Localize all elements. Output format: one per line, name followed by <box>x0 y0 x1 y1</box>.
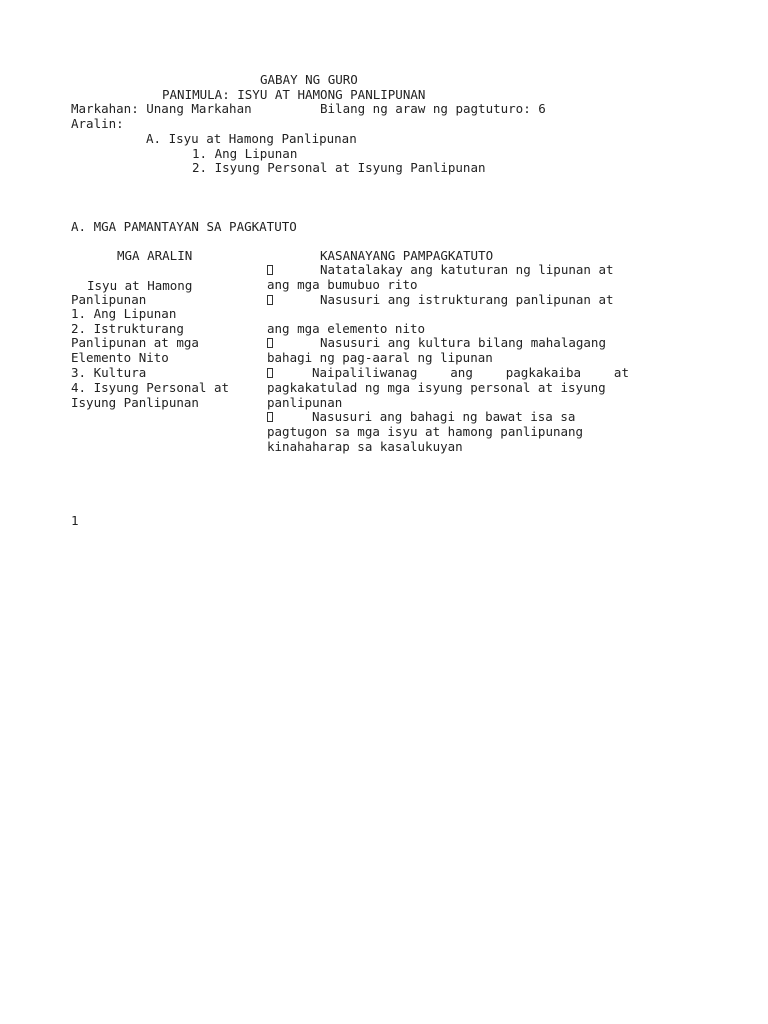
competency-4-word-1: Naipaliliwanag <box>312 365 418 380</box>
aralin-item-a: A. Isyu at Hamong Panlipunan <box>146 131 357 146</box>
bullet-icon <box>267 265 273 275</box>
competency-1-line-2: ang mga bumubuo rito <box>267 277 418 292</box>
page-number: 1 <box>71 513 79 528</box>
bullet-icon <box>267 368 273 378</box>
bullet-icon <box>267 338 273 348</box>
col-header-kasanayang: KASANAYANG PAMPAGKATUTO <box>320 248 494 263</box>
left-item-1: 1. Ang Lipunan <box>71 306 177 321</box>
competency-4-line-3: panlipunan <box>267 395 343 410</box>
document-title: GABAY NG GURO <box>260 72 358 87</box>
left-item-2-cont: Panlipunan at mga <box>71 335 199 350</box>
competency-5-line-2: pagtugon sa mga isyu at hamong panlipunang <box>267 424 584 439</box>
competency-1-line-1: Natatalakay ang katuturan ng lipunan at <box>320 262 614 277</box>
competency-4-word-3: pagkakaiba <box>505 365 582 380</box>
competency-5-line-3: kinahaharap sa kasalukuyan <box>267 439 463 454</box>
aralin-item-1: 1. Ang Lipunan <box>192 146 298 161</box>
bullet-icon <box>267 295 273 305</box>
left-item-topic-cont: Panlipunan <box>71 292 147 307</box>
markahan-label: Markahan: Unang Markahan <box>71 101 252 116</box>
left-item-2-cont2: Elemento Nito <box>71 350 169 365</box>
left-item-topic: Isyu at Hamong <box>87 278 193 293</box>
bullet-icon <box>267 412 273 422</box>
competency-5-line-1: Nasusuri ang bahagi ng bawat isa sa <box>312 409 576 424</box>
left-item-2: 2. Istrukturang <box>71 321 184 336</box>
section-heading: A. MGA PAMANTAYAN SA PAGKATUTO <box>71 219 297 234</box>
competency-2-line-2: ang mga elemento nito <box>267 321 426 336</box>
aralin-label: Aralin: <box>71 116 124 131</box>
competency-3-line-1: Nasusuri ang kultura bilang mahalagang <box>320 335 606 350</box>
document-subtitle: PANIMULA: ISYU AT HAMONG PANLIPUNAN <box>162 87 426 102</box>
left-item-4: 4. Isyung Personal at <box>71 380 230 395</box>
competency-2-line-1: Nasusuri ang istrukturang panlipunan at <box>320 292 614 307</box>
competency-3-line-2: bahagi ng pag-aaral ng lipunan <box>267 350 493 365</box>
col-header-aralin: MGA ARALIN <box>117 248 193 263</box>
left-item-3: 3. Kultura <box>71 365 147 380</box>
aralin-item-2: 2. Isyung Personal at Isyung Panlipunan <box>192 160 486 175</box>
competency-4-line-2: pagkakatulad ng mga isyung personal at isyung <box>267 380 606 395</box>
bilang-araw-label: Bilang ng araw ng pagtuturo: 6 <box>320 101 546 116</box>
competency-4-word-2: ang <box>450 365 473 380</box>
left-item-4-cont: Isyung Panlipunan <box>71 395 199 410</box>
competency-4-line-1 <box>312 365 629 380</box>
competency-4-word-4: at <box>613 365 629 380</box>
